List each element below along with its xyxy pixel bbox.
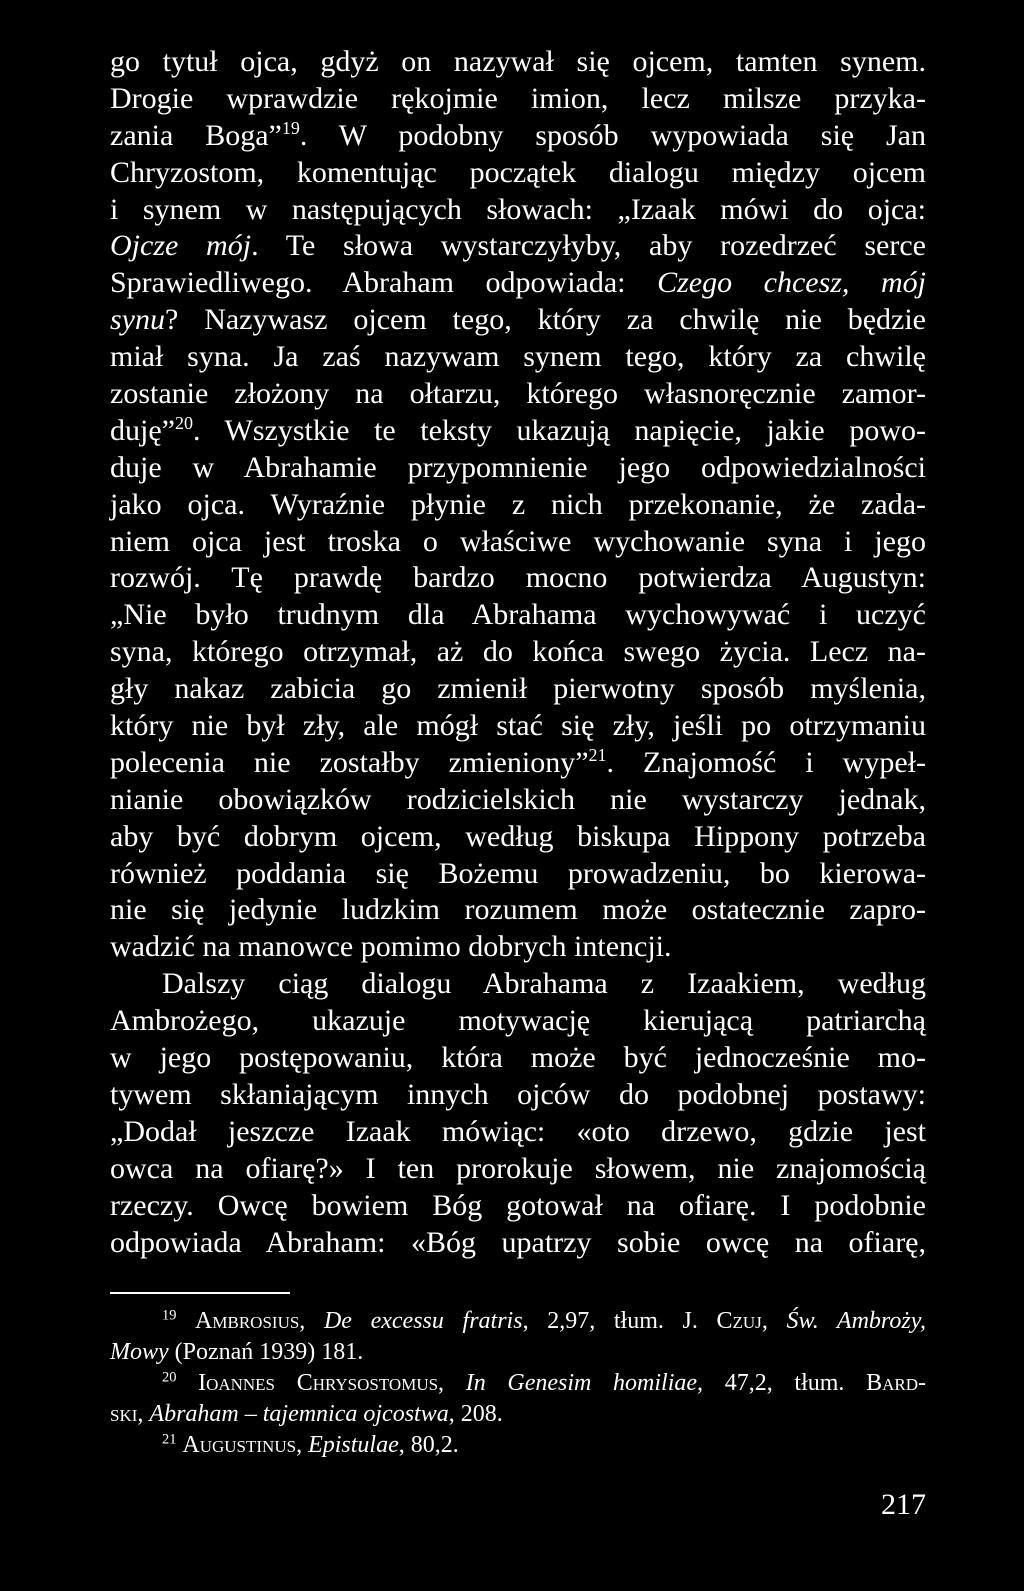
footnote-line: Mowy (Poznań 1939) 181. bbox=[110, 1339, 364, 1365]
text-line: „Nie było trudnym dla Abrahama wychowywać i uczyć bbox=[110, 598, 926, 632]
footnote-line: $^{19}$ Ambrosius, De excessu fratris, 2,97, tłum. J. Czuj, Św. Ambroży, bbox=[162, 1307, 927, 1334]
page-number: 217 bbox=[881, 1488, 926, 1521]
text-line: duje w Abrahamie przypomnienie jego odpowiedzialności bbox=[110, 450, 926, 484]
text-line: tywem skłaniającym innych ojców do podobnej postawy: bbox=[110, 1077, 926, 1111]
footnote-divider bbox=[110, 1292, 290, 1294]
text-line: nianie obowiązków rodzicielskich nie wystarczy jednak, bbox=[110, 782, 926, 816]
text-line: rzeczy. Owcę bowiem Bóg gotował na ofiarę. I podobnie bbox=[110, 1188, 926, 1222]
text-line: w jego postępowaniu, która może być jednocześnie mo- bbox=[110, 1041, 926, 1075]
text-line: Dalszy ciąg dialogu Abrahama z Izaakiem, według bbox=[162, 967, 926, 1001]
text-line: owca na ofiarę?» I ten prorokuje słowem, nie znajomością bbox=[110, 1151, 926, 1185]
text-line: odpowiada Abraham: «Bóg upatrzy sobie owcę na ofiarę, bbox=[110, 1225, 926, 1259]
footnote-line: $^{20}$ Ioannes Chrysostomus, In Genesim homiliae, 47,2, tłum. Bard- bbox=[162, 1369, 926, 1396]
text-line: polecenia nie zostałby zmieniony”$^{21}$. Znajomość i wypeł- bbox=[110, 745, 926, 779]
text-line: Drogie wprawdzie rękojmie imion, lecz milsze przyka- bbox=[110, 81, 926, 115]
text-line: zania Boga”$^{19}$. W podobny sposób wypowiada się Jan bbox=[110, 117, 927, 152]
text-line: jako ojca. Wyraźnie płynie z nich przekonanie, że zada- bbox=[110, 487, 926, 521]
footnotes bbox=[110, 1306, 926, 1461]
footnote-line: ski, Abraham – tajemnica ojcostwa, 208. bbox=[110, 1401, 503, 1427]
text-line: syna, którego otrzymał, aż do końca swego życia. Lecz na- bbox=[110, 635, 926, 669]
text-line: Sprawiedliwego. Abraham odpowiada: Czego chcesz, mój bbox=[110, 266, 926, 300]
text-line: Ojcze mój. Te słowa wystarczyłyby, aby rozedrzeć serce bbox=[110, 229, 926, 263]
text-line: „Dodał jeszcze Izaak mówiąc: «oto drzewo, gdzie jest bbox=[110, 1114, 926, 1148]
text-line: duję”$^{20}$. Wszystkie te teksty ukazują napięcie, jakie powo- bbox=[110, 413, 926, 447]
text-line: synu? Nazywasz ojcem tego, który za chwilę nie będzie bbox=[110, 303, 926, 337]
text-line: niem ojca jest troska o właściwe wychowanie syna i jego bbox=[110, 524, 926, 558]
text-line: zostanie złożony na ołtarzu, którego własnoręcznie zamor- bbox=[110, 377, 926, 411]
text-line: nie się jedynie ludzkim rozumem może ostatecznie zapro- bbox=[110, 893, 926, 927]
text-line: również poddania się Bożemu prowadzeniu, bo kierowa- bbox=[110, 856, 926, 890]
text-line: gły nakaz zabicia go zmienił pierwotny sposób myślenia, bbox=[110, 672, 926, 706]
text-line: Ambrożego, ukazuje motywację kierującą patriarchą bbox=[110, 1004, 926, 1038]
text-line: miał syna. Ja zaś nazywam synem tego, który za chwilę bbox=[110, 340, 926, 374]
text-line: go tytuł ojca, gdyż on nazywał się ojcem, tamten synem. bbox=[110, 45, 926, 78]
text-line: aby być dobrym ojcem, według biskupa Hippony potrzeba bbox=[110, 819, 926, 853]
text-line: który nie był zły, ale mógł stać się zły, jeśli po otrzymaniu bbox=[110, 709, 926, 743]
text-line: wadzić na manowce pomimo dobrych intencji. bbox=[110, 930, 672, 964]
text-line: rozwój. Tę prawdę bardzo mocno potwierdza Augustyn: bbox=[110, 561, 926, 595]
main-text bbox=[110, 44, 926, 1261]
text-line: i synem w następujących słowach: „Izaak mówi do ojca: bbox=[110, 192, 926, 226]
footnote-line: $^{21}$ Augustinus, Epistulae, 80,2. bbox=[162, 1431, 459, 1458]
text-line: Chryzostom, komentując początek dialogu między ojcem bbox=[110, 155, 926, 189]
